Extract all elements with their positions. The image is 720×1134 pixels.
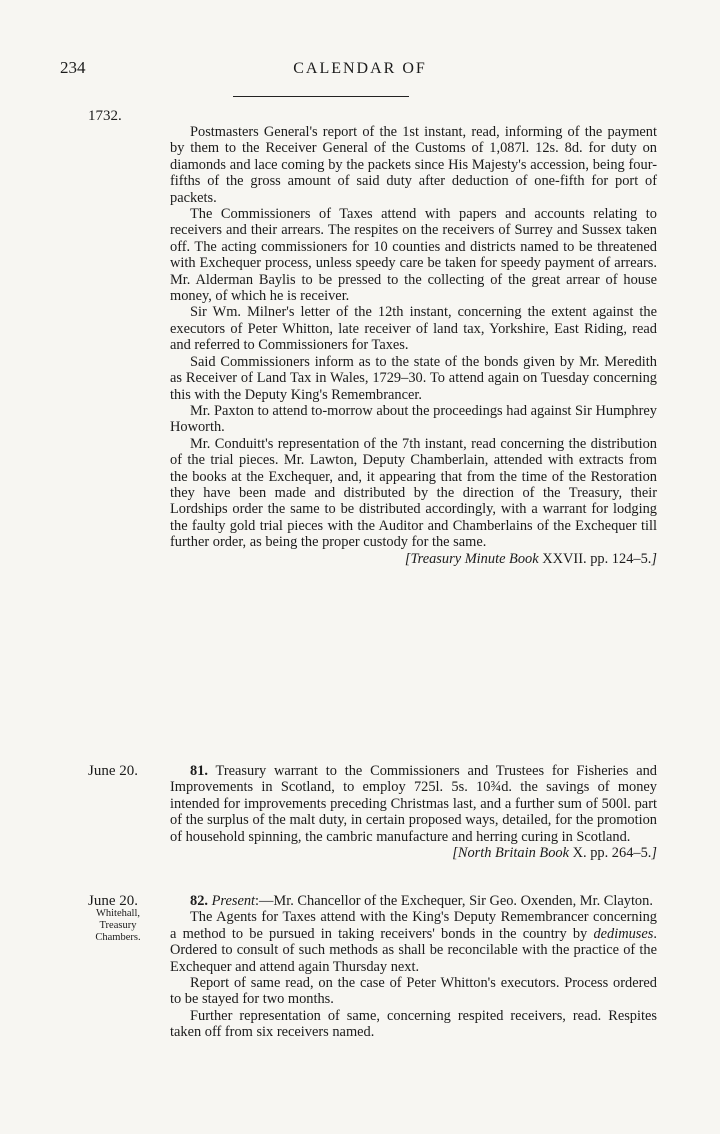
paragraph: The Commissioners of Taxes attend with papers and accounts relating to receivers and their arrears. The respites on the receivers of Surrey and Sussex taken off. The acting commissioners for 10 counties and districts named to be threatened with Exchequer process, unless speedy care be taken for speedy payment of arrears. Mr. Alderman Baylis to be pressed to the collecting of the great arrear of house money, of which he is receiver. bbox=[170, 206, 657, 305]
entry-number: 81. bbox=[190, 763, 208, 779]
ref-book: Treasury Minute Book bbox=[410, 550, 539, 567]
entry-number: 82. bbox=[190, 893, 208, 909]
paragraph-italic: dedimuses bbox=[593, 925, 654, 942]
paragraph: Said Commissioners inform as to the state of the bonds given by Mr. Meredith as Receiver of Land Tax in Wales, 1729–30. To attend again on Tuesday concerning this with the Deputy King's Remembrancer. bbox=[170, 353, 657, 403]
paragraph: Mr. Conduitt's representation of the 7th instant, read concerning the distribution of the trial pieces. Mr. Lawton, Deputy Chamberlain, attended with extracts from the books at the Exchequer, and, it appearing that from the time of the Restoration they have been made and distributed by the direction of the Treasury, their Lordships order the same to be distributed accordingly, with a warrant for lodging the faulty gold trial pieces with the Auditor and Chamberlains of the Exchequer till further order, as being the proper custody for the same. bbox=[170, 435, 657, 551]
present-text: :—Mr. Chancellor of the Exchequer, Sir Geo. Oxenden, Mr. Clayton. bbox=[255, 893, 653, 909]
page-header bbox=[60, 58, 660, 86]
ref-book: North Britain Book bbox=[457, 845, 569, 862]
margin-place-line: Treasury bbox=[99, 920, 137, 931]
margin-year: 1732. bbox=[88, 108, 122, 124]
ref-volume: XXVII. bbox=[542, 550, 587, 567]
ref-pages: pp. 124–5. bbox=[590, 550, 652, 567]
paragraph: Postmasters General's report of the 1st instant, read, informing of the payment by them to the Receiver General of the Customs of 1,087l. 12s. 8d. for duty on diamonds and lace coming by the packets since His Majesty's accession, being four-fifths of the gross amount of said duty after deduction of one-fifth for port of packets. bbox=[170, 124, 657, 206]
margin-date-81: June 20. bbox=[88, 763, 138, 779]
source-reference: [North Britain Book X. pp. 264–5.] bbox=[452, 845, 657, 862]
entry-text: Treasury warrant to the Commissioners and Trustees for Fisheries and Improvements in Scotland, to employ 725l. 5s. 10¾d. the savings of money intended for improvements preceding Christmas last, and a further sum of 500l. part of the surplus of the malt duty, in certain proposed ways, detailed, for the promotion of household spinning, the cambric manufacture and herring curing in Scotland. bbox=[170, 763, 657, 845]
margin-place-line: Chambers. bbox=[95, 932, 141, 943]
ref-pages: pp. 264–5. bbox=[590, 845, 652, 862]
minute-block bbox=[170, 124, 657, 567]
paragraph-part: . Ordered to consult of such methods as shall be reconcilable with the practice of the Exchequer and attend again Thursday next. bbox=[170, 925, 657, 975]
ref-volume: X. bbox=[572, 845, 587, 862]
entry-81 bbox=[170, 763, 657, 861]
page-number: 234 bbox=[60, 58, 86, 77]
paragraph: Mr. Paxton to attend to-morrow about the proceedings had against Sir Humphrey Howorth. bbox=[170, 402, 657, 436]
margin-date-82: June 20. bbox=[88, 893, 138, 909]
margin-place-82 bbox=[82, 908, 154, 944]
margin-place-line: Whitehall, bbox=[95, 908, 141, 919]
paragraph-part: The Agents for Taxes attend with the King's Deputy Remembrancer concerning a method to be pursued in taking receivers' bonds in the country by bbox=[170, 909, 657, 942]
paragraph: Sir Wm. Milner's letter of the 12th instant, concerning the extent against the executors of Peter Whitton, late receiver of land tax, Yorkshire, East Riding, read and referred to Commissioners for Taxes. bbox=[170, 304, 657, 354]
source-reference: [Treasury Minute Book XXVII. pp. 124–5.] bbox=[404, 550, 657, 567]
entry-82 bbox=[170, 893, 657, 1041]
paragraph: Report of same read, on the case of Peter Whitton's executors. Process ordered to be stayed for two months. bbox=[170, 975, 657, 1008]
header-rule bbox=[233, 96, 409, 97]
paragraph: Further representation of same, concerning respited receivers, read. Respites taken off from six receivers named. bbox=[170, 1007, 657, 1041]
present-label: Present bbox=[211, 893, 256, 909]
running-title: CALENDAR OF bbox=[293, 60, 427, 77]
